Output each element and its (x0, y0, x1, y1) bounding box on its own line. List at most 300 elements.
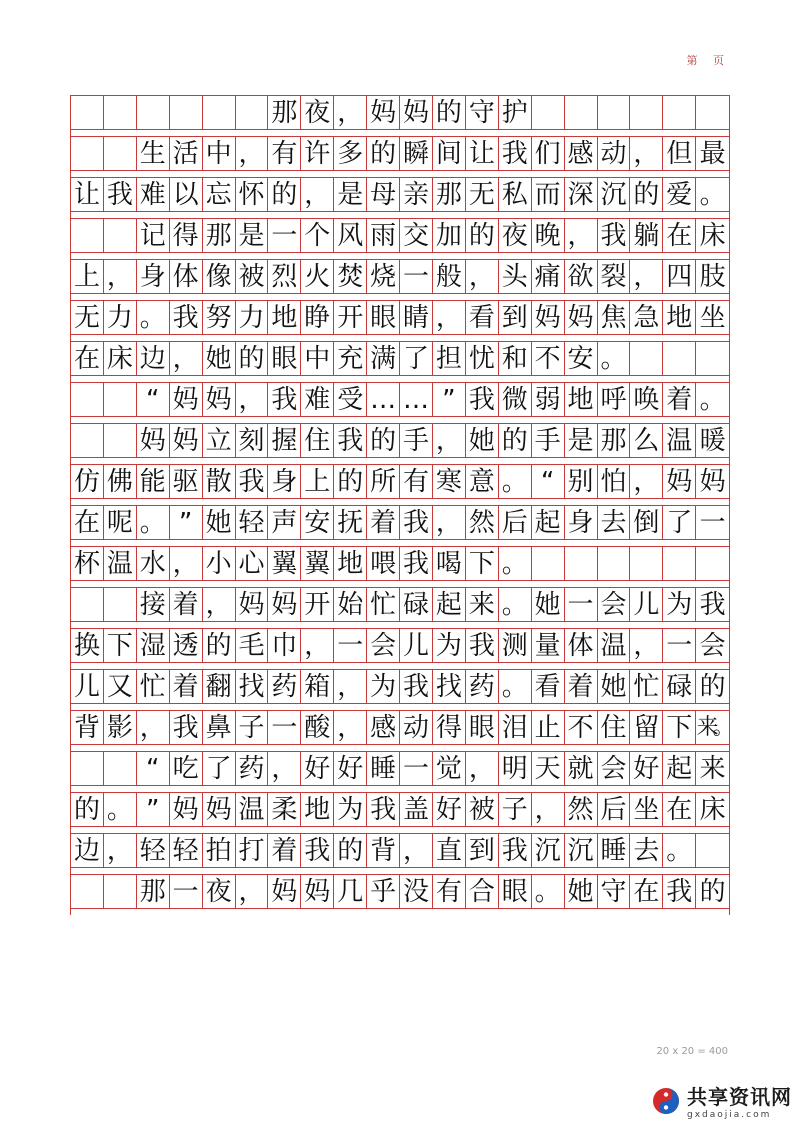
manuscript-row (71, 751, 729, 786)
grid-cell: ， (532, 793, 565, 826)
grid-cell: 后 (598, 793, 631, 826)
grid-cell: 我 (499, 137, 532, 170)
grid-cell (532, 547, 565, 580)
grid-cell: 焦 (598, 301, 631, 334)
grid-cell: 找 (236, 670, 269, 703)
grid-cell: 始 (334, 588, 367, 621)
manuscript-row (71, 628, 729, 663)
grid-cell: 一 (565, 588, 598, 621)
grid-cell: 着 (268, 834, 301, 867)
grid-cell: 的 (699, 876, 726, 907)
manuscript-row (71, 136, 729, 171)
grid-cell: ” (137, 793, 170, 826)
grid-cell (696, 834, 729, 867)
grid-cell: ， (170, 547, 203, 580)
grid-cell: 妈 (203, 383, 236, 416)
grid-cell: 好 (301, 752, 334, 785)
grid-cell: ， (236, 137, 269, 170)
grid-cell: 泪 (499, 711, 532, 744)
grid-cell: 在 (71, 342, 104, 375)
manuscript-row (71, 833, 729, 868)
grid-cell: 忙 (137, 670, 170, 703)
grid-cell: 眼 (499, 875, 532, 908)
grid-cell: 呼 (598, 383, 631, 416)
grid-cell: 亲 (400, 178, 433, 211)
grid-cell: 让 (71, 178, 104, 211)
grid-cell: 暖 (699, 425, 726, 456)
grid-cell: ， (433, 301, 466, 334)
grid-cell: 药 (268, 670, 301, 703)
grid-cell (71, 383, 104, 416)
grid-cell: ， (104, 834, 137, 867)
grid-cell: 我 (236, 465, 269, 498)
grid-cell: 翼 (268, 547, 301, 580)
grid-cell: 看 (532, 670, 565, 703)
grid-cell: 翼 (301, 547, 334, 580)
grid-cell: 瞬 (400, 137, 433, 170)
grid-cell: 妈 (203, 793, 236, 826)
grid-cell: 我 (334, 424, 367, 457)
grid-cell: 手 (532, 424, 565, 457)
grid-cell: 来 (466, 588, 499, 621)
grid-cell: 弱 (532, 383, 565, 416)
grid-cell: 烈 (268, 260, 301, 293)
grid-cell: ” (170, 506, 203, 539)
grid-cell: 是 (334, 178, 367, 211)
grid-cell: 一 (334, 629, 367, 662)
grid-cell (532, 96, 565, 129)
grid-cell: 床 (699, 220, 726, 251)
grid-cell: 声 (268, 506, 301, 539)
grid-cell: 接 (137, 588, 170, 621)
grid-cell: 散 (203, 465, 236, 498)
grid-cell: 充 (334, 342, 367, 375)
grid-cell (71, 875, 104, 908)
grid-cell: 开 (334, 301, 367, 334)
grid-cell: 让 (466, 137, 499, 170)
grid-cell: 别 (565, 465, 598, 498)
grid-cell: 急 (630, 301, 663, 334)
grid-cell: 拍 (203, 834, 236, 867)
grid-cell: 般 (433, 260, 466, 293)
grid-cell: 轻 (137, 834, 170, 867)
manuscript-row (71, 341, 729, 376)
manuscript-row (71, 710, 729, 745)
grid-cell: 。 (499, 670, 532, 703)
grid-cell: 。 (499, 588, 532, 621)
grid-cell: 中 (203, 137, 236, 170)
grid-cell: 被 (236, 260, 269, 293)
watermark-url: gxdaojia.com (687, 1110, 772, 1120)
grid-cell: 盖 (400, 793, 433, 826)
grid-cell: 我 (400, 670, 433, 703)
grid-cell: 眼 (466, 711, 499, 744)
grid-cell: ， (104, 260, 137, 293)
grid-cell: 地 (663, 301, 696, 334)
grid-cell: 妈 (268, 875, 301, 908)
grid-cell: 加 (433, 219, 466, 252)
grid-cell: 温 (598, 629, 631, 662)
grid-cell: 痛 (532, 260, 565, 293)
grid-cell: 到 (466, 834, 499, 867)
manuscript-row (71, 587, 729, 622)
grid-cell: 子 (236, 711, 269, 744)
grid-cell: 手 (400, 424, 433, 457)
grid-cell: 以 (170, 178, 203, 211)
grid-cell: ， (137, 711, 170, 744)
grid-cell: 的 (630, 178, 663, 211)
grid-cell: 佛 (104, 465, 137, 498)
grid-cell: 来 (699, 753, 726, 784)
grid-cell: 温 (104, 547, 137, 580)
grid-cell: 的 (367, 137, 400, 170)
grid-cell: “ (137, 383, 170, 416)
grid-cell: 轻 (170, 834, 203, 867)
grid-cell: ， (466, 260, 499, 293)
grid-cell: 会 (598, 752, 631, 785)
grid-cell: 吃 (170, 752, 203, 785)
grid-cell: 的 (699, 671, 726, 702)
grid-cell (71, 752, 104, 785)
grid-cell: 担 (433, 342, 466, 375)
grid-cell: 妈 (301, 875, 334, 908)
grid-cell: 能 (137, 465, 170, 498)
grid-cell (565, 547, 598, 580)
grid-cell: 呢 (104, 506, 137, 539)
grid-cell: 柔 (268, 793, 301, 826)
grid-cell (104, 383, 137, 416)
grid-cell: 。 (532, 875, 565, 908)
manuscript-row (71, 792, 729, 827)
grid-cell: 着 (367, 506, 400, 539)
grid-cell: 安 (301, 506, 334, 539)
grid-cell: 在 (71, 506, 104, 539)
grid-cell: 上 (71, 260, 104, 293)
grid-cell: 活 (170, 137, 203, 170)
page-number-label: 第 页 (686, 54, 730, 67)
grid-cell: 仿 (71, 465, 104, 498)
grid-cell: 立 (203, 424, 236, 457)
grid-cell: 妈 (170, 424, 203, 457)
manuscript-row (71, 218, 729, 253)
grid-cell: 床 (104, 342, 137, 375)
grid-cell: 鼻 (203, 711, 236, 744)
grid-cell: 看 (466, 301, 499, 334)
grid-cell: 我 (170, 301, 203, 334)
grid-cell (663, 547, 696, 580)
grid-cell: 着 (663, 383, 696, 416)
grid-cell: 我 (367, 793, 400, 826)
grid-cell: 的 (334, 834, 367, 867)
grid-cell: 得 (170, 219, 203, 252)
grid-cell (71, 424, 104, 457)
grid-cell: 唤 (630, 383, 663, 416)
grid-cell: 就 (565, 752, 598, 785)
grid-cell: 许 (301, 137, 334, 170)
grid-cell: 坐 (699, 302, 726, 333)
grid-cell: 我 (400, 547, 433, 580)
grid-cell: 我 (499, 834, 532, 867)
grid-cell: 觉 (433, 752, 466, 785)
grid-cell: 。 (699, 179, 726, 210)
grid-cell: 有 (400, 465, 433, 498)
grid-cell: 妈 (663, 465, 696, 498)
grid-cell (565, 96, 598, 129)
grid-cell: 身 (565, 506, 598, 539)
grid-cell: 怕 (598, 465, 631, 498)
grid-cell: 风 (334, 219, 367, 252)
grid-cell: 我 (663, 875, 696, 908)
grid-cell: ， (236, 875, 269, 908)
grid-cell: 我 (301, 834, 334, 867)
grid-cell: 睡 (367, 752, 400, 785)
grid-cell: 地 (565, 383, 598, 416)
grid-cell: 力 (104, 301, 137, 334)
grid-cell: 她 (532, 588, 565, 621)
manuscript-row (71, 546, 729, 581)
grid-cell (598, 96, 631, 129)
grid-cell: 了 (400, 342, 433, 375)
grid-cell: 有 (433, 875, 466, 908)
grid-cell: 起 (433, 588, 466, 621)
grid-cell (663, 96, 696, 129)
manuscript-row (71, 669, 729, 704)
grid-cell: ， (630, 137, 663, 170)
grid-cell: 躺 (630, 219, 663, 252)
grid-cell: 妈 (699, 466, 726, 497)
grid-cell (104, 875, 137, 908)
grid-cell: 地 (334, 547, 367, 580)
grid-cell: 儿 (400, 629, 433, 662)
grid-cell: 的 (71, 793, 104, 826)
grid-cell: 在 (630, 875, 663, 908)
grid-cell: 眼 (367, 301, 400, 334)
grid-cell: ， (433, 424, 466, 457)
grid-cell: 沉 (532, 834, 565, 867)
grid-cell: 一 (699, 507, 726, 538)
grid-cell: ， (466, 752, 499, 785)
grid-cell (104, 96, 137, 129)
grid-cell: 努 (203, 301, 236, 334)
grid-cell: 药 (466, 670, 499, 703)
manuscript-row (71, 259, 729, 294)
grid-cell: 后 (499, 506, 532, 539)
grid-cell: 为 (663, 588, 696, 621)
grid-cell: 水 (137, 547, 170, 580)
grid-cell: 怀 (236, 178, 269, 211)
grid-cell (71, 588, 104, 621)
grid-cell: 为 (334, 793, 367, 826)
grid-cell: 沉 (565, 834, 598, 867)
grid-cell (71, 219, 104, 252)
grid-cell: 儿 (630, 588, 663, 621)
grid-cell: 住 (301, 424, 334, 457)
grid-cell: 碌 (400, 588, 433, 621)
grid-cell: 为 (433, 629, 466, 662)
grid-cell: 地 (301, 793, 334, 826)
grid-cell: 动 (400, 711, 433, 744)
grid-cell: 夜 (301, 96, 334, 129)
grid-cell: 焚 (334, 260, 367, 293)
grid-cell: 难 (301, 383, 334, 416)
grid-cell (236, 96, 269, 129)
grid-cell: ， (630, 465, 663, 498)
grid-cell: 乎 (367, 875, 400, 908)
grid-cell: 。 (499, 547, 532, 580)
grid-cell: 她 (203, 506, 236, 539)
grid-cell (137, 96, 170, 129)
grid-cell: 换 (71, 629, 104, 662)
grid-cell: ， (301, 629, 334, 662)
grid-cell: ， (400, 834, 433, 867)
grid-cell: 我 (466, 383, 499, 416)
grid-cell: 巾 (268, 629, 301, 662)
grid-cell: 体 (170, 260, 203, 293)
grid-cell (598, 547, 631, 580)
grid-cell: 无 (466, 178, 499, 211)
grid-cell: 温 (236, 793, 269, 826)
grid-cell: 沉 (598, 178, 631, 211)
grid-cell: 好 (433, 793, 466, 826)
grid-cell: 上 (301, 465, 334, 498)
grid-cell (696, 96, 729, 129)
grid-cell (630, 547, 663, 580)
grid-cell: 天 (532, 752, 565, 785)
grid-cell: 睛 (400, 301, 433, 334)
grid-cell: 守 (598, 875, 631, 908)
title-row (71, 95, 729, 130)
grid-cell: 生 (137, 137, 170, 170)
grid-cell: 我 (400, 506, 433, 539)
grid-cell: 妈 (565, 301, 598, 334)
grid-cell: 一 (400, 752, 433, 785)
grid-cell: 我 (104, 178, 137, 211)
grid-cell: 和 (499, 342, 532, 375)
grid-cell: 着 (170, 670, 203, 703)
grid-cell: 着 (170, 588, 203, 621)
grid-cell: 然 (565, 793, 598, 826)
grid-cell: ， (565, 219, 598, 252)
grid-cell: ， (236, 383, 269, 416)
grid-cell: 力 (236, 301, 269, 334)
grid-cell: 没 (400, 875, 433, 908)
grid-cell: 轻 (236, 506, 269, 539)
grid-cell (696, 547, 729, 580)
grid-cell: 喂 (367, 547, 400, 580)
grid-cell: 然 (466, 506, 499, 539)
grid-cell: 着 (565, 670, 598, 703)
watermark (651, 1081, 792, 1120)
grid-cell: 雨 (367, 219, 400, 252)
grid-cell: 寒 (433, 465, 466, 498)
grid-cell: 下 (663, 711, 696, 744)
grid-cell: 受 (334, 383, 367, 416)
grid-cell: “ (137, 752, 170, 785)
grid-cell: 那 (203, 219, 236, 252)
grid-cell: 妈 (268, 588, 301, 621)
grid-cell: 身 (268, 465, 301, 498)
grid-cell: 留 (630, 711, 663, 744)
grid-cell: ” (433, 383, 466, 416)
grid-cell: 护 (499, 96, 532, 129)
grid-cell: 妈 (137, 424, 170, 457)
grid-cell: 刻 (236, 424, 269, 457)
grid-cell: 微 (499, 383, 532, 416)
grid-cell: 动 (598, 137, 631, 170)
grid-cell: 最 (699, 138, 726, 169)
grid-cell: 几 (334, 875, 367, 908)
grid-cell: 欲 (565, 260, 598, 293)
grid-cell: 坐 (630, 793, 663, 826)
grid-cell: 驱 (170, 465, 203, 498)
grid-cell: 边 (137, 342, 170, 375)
grid-cell: 去 (630, 834, 663, 867)
grid-cell: 一 (268, 711, 301, 744)
manuscript-grid (70, 95, 730, 915)
grid-cell: 们 (532, 137, 565, 170)
grid-cell: 酸 (301, 711, 334, 744)
grid-cell: 影 (104, 711, 137, 744)
grid-cell: 一 (663, 629, 696, 662)
grid-cell (170, 96, 203, 129)
grid-cell (71, 137, 104, 170)
grid-cell: 背 (367, 834, 400, 867)
grid-cell: 交 (400, 219, 433, 252)
grid-cell: 箱 (301, 670, 334, 703)
grid-cell: 忙 (367, 588, 400, 621)
manuscript-row (71, 874, 729, 909)
grid-cell: 好 (334, 752, 367, 785)
grid-cell (104, 137, 137, 170)
grid-cell: ， (268, 752, 301, 785)
grid-cell: 去 (598, 506, 631, 539)
grid-cell: 感 (367, 711, 400, 744)
grid-cell: 是 (236, 219, 269, 252)
grid-cell: ， (433, 506, 466, 539)
grid-cell: 。 (699, 384, 726, 415)
grid-cell: 眼 (268, 342, 301, 375)
grid-cell: 边 (71, 834, 104, 867)
grid-cell: 的 (334, 465, 367, 498)
grid-cell: 下 (104, 629, 137, 662)
grid-cell: 湿 (137, 629, 170, 662)
grid-cell: 妈 (170, 383, 203, 416)
grid-cell: … (400, 383, 433, 416)
grid-cell: 的 (203, 629, 236, 662)
grid-cell: 来。 (696, 714, 729, 740)
grid-cell: 了 (663, 506, 696, 539)
grid-cell: 间 (433, 137, 466, 170)
grid-cell: 的 (499, 424, 532, 457)
grid-cell: 守 (466, 96, 499, 129)
grid-cell: 止 (532, 711, 565, 744)
grid-cell: 毛 (236, 629, 269, 662)
grid-cell: 那 (433, 178, 466, 211)
grid-cell: 不 (565, 711, 598, 744)
grid-cell: 开 (301, 588, 334, 621)
grid-cell: 得 (433, 711, 466, 744)
grid-cell: 我 (598, 219, 631, 252)
grid-count-label: 20 x 20 = 400 (656, 1046, 728, 1057)
grid-cell: 了 (203, 752, 236, 785)
grid-cell: 碌 (663, 670, 696, 703)
grid-cell (663, 342, 696, 375)
grid-cell: 妈 (367, 96, 400, 129)
grid-cell (696, 342, 729, 375)
grid-cell: 抚 (334, 506, 367, 539)
grid-cell: 一 (268, 219, 301, 252)
grid-cell: 。 (499, 465, 532, 498)
